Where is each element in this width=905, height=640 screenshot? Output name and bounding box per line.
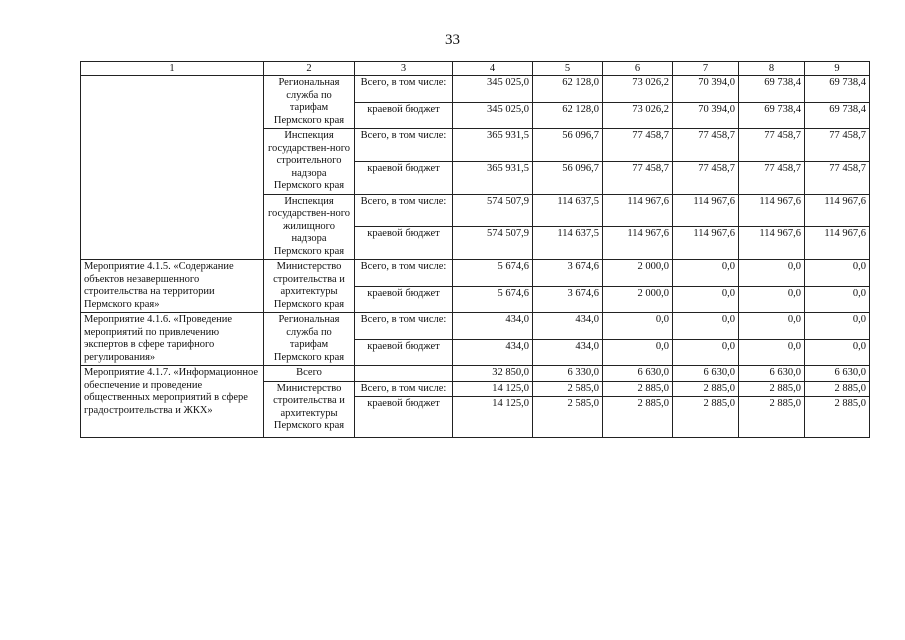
value-cell: 14 125,0	[453, 397, 533, 438]
value-cell: 2 885,0	[805, 381, 870, 397]
value-cell: 73 026,2	[603, 102, 673, 129]
column-header: 4	[453, 62, 533, 76]
value-cell: 77 458,7	[603, 129, 673, 162]
value-cell: 2 885,0	[603, 381, 673, 397]
value-cell: 70 394,0	[673, 102, 739, 129]
value-cell: 0,0	[805, 339, 870, 366]
header-row	[81, 62, 870, 76]
value-cell: 5 674,6	[453, 260, 533, 287]
value-cell: 2 885,0	[805, 397, 870, 438]
value-cell: 69 738,4	[805, 76, 870, 103]
value-cell: 574 507,9	[453, 194, 533, 227]
value-cell: 6 630,0	[805, 366, 870, 382]
value-cell: 114 967,6	[739, 194, 805, 227]
executor-cell: Министерство строительства и архитектуры Пермского края	[264, 381, 355, 438]
value-cell: 0,0	[673, 313, 739, 340]
value-cell: 5 674,6	[453, 286, 533, 313]
column-header: 2	[264, 62, 355, 76]
event-cell: Мероприятие 4.1.6. «Проведение мероприятий по привлечению экспертов в сфере тарифного регулирования»	[81, 313, 264, 366]
value-cell: 6 630,0	[673, 366, 739, 382]
value-cell: 114 967,6	[673, 227, 739, 260]
funding-type-cell: Всего, в том числе:	[355, 76, 453, 103]
event-cell: Мероприятие 4.1.5. «Содержание объектов незавершенного строительства на территории Пермского края»	[81, 260, 264, 313]
value-cell: 77 458,7	[805, 129, 870, 162]
column-header: 1	[81, 62, 264, 76]
value-cell: 2 885,0	[739, 381, 805, 397]
value-cell: 365 931,5	[453, 129, 533, 162]
value-cell: 434,0	[533, 313, 603, 340]
value-cell: 77 458,7	[673, 161, 739, 194]
funding-type-cell: Всего, в том числе:	[355, 381, 453, 397]
value-cell: 0,0	[673, 260, 739, 287]
value-cell: 365 931,5	[453, 161, 533, 194]
value-cell: 77 458,7	[739, 161, 805, 194]
value-cell: 0,0	[739, 339, 805, 366]
value-cell: 574 507,9	[453, 227, 533, 260]
value-cell: 0,0	[673, 339, 739, 366]
value-cell: 114 967,6	[739, 227, 805, 260]
executor-cell: Региональная служба по тарифам Пермского края	[264, 76, 355, 129]
value-cell: 114 967,6	[805, 194, 870, 227]
event-cell: Мероприятие 4.1.7. «Информационное обеспечение и проведение общественных мероприятий в сфере градостроительства и ЖКХ»	[81, 366, 264, 438]
value-cell: 62 128,0	[533, 76, 603, 103]
funding-type-cell: краевой бюджет	[355, 339, 453, 366]
funding-type-cell: краевой бюджет	[355, 397, 453, 438]
funding-type-cell	[355, 366, 453, 382]
executor-cell: Инспекция государствен-ного жилищного надзора Пермского края	[264, 194, 355, 260]
column-header: 6	[603, 62, 673, 76]
value-cell: 69 738,4	[739, 102, 805, 129]
value-cell: 2 585,0	[533, 397, 603, 438]
value-cell: 0,0	[739, 286, 805, 313]
value-cell: 14 125,0	[453, 381, 533, 397]
value-cell: 62 128,0	[533, 102, 603, 129]
value-cell: 434,0	[453, 313, 533, 340]
table-row	[81, 76, 870, 103]
value-cell: 2 885,0	[673, 397, 739, 438]
funding-type-cell: Всего, в том числе:	[355, 260, 453, 287]
value-cell: 3 674,6	[533, 286, 603, 313]
value-cell: 2 885,0	[673, 381, 739, 397]
value-cell: 2 585,0	[533, 381, 603, 397]
value-cell: 2 885,0	[739, 397, 805, 438]
value-cell: 6 630,0	[739, 366, 805, 382]
value-cell: 434,0	[533, 339, 603, 366]
page-number: 33	[445, 32, 460, 48]
value-cell: 77 458,7	[603, 161, 673, 194]
value-cell: 2 000,0	[603, 286, 673, 313]
column-header: 9	[805, 62, 870, 76]
value-cell: 69 738,4	[805, 102, 870, 129]
value-cell: 6 630,0	[603, 366, 673, 382]
value-cell: 0,0	[739, 313, 805, 340]
column-header: 7	[673, 62, 739, 76]
funding-type-cell: краевой бюджет	[355, 161, 453, 194]
executor-cell: Министерство строительства и архитектуры Пермского края	[264, 260, 355, 313]
column-header: 8	[739, 62, 805, 76]
executor-cell: Региональная служба по тарифам Пермского края	[264, 313, 355, 366]
funding-type-cell: краевой бюджет	[355, 227, 453, 260]
event-cell	[81, 76, 264, 260]
value-cell: 3 674,6	[533, 260, 603, 287]
funding-type-cell: Всего, в том числе:	[355, 194, 453, 227]
value-cell: 114 967,6	[603, 194, 673, 227]
value-cell: 32 850,0	[453, 366, 533, 382]
value-cell: 56 096,7	[533, 161, 603, 194]
value-cell: 56 096,7	[533, 129, 603, 162]
value-cell: 2 000,0	[603, 260, 673, 287]
value-cell: 114 967,6	[673, 194, 739, 227]
value-cell: 345 025,0	[453, 76, 533, 103]
value-cell: 77 458,7	[805, 161, 870, 194]
value-cell: 0,0	[603, 313, 673, 340]
value-cell: 0,0	[739, 260, 805, 287]
table-row	[81, 313, 870, 340]
funding-type-cell: Всего, в том числе:	[355, 129, 453, 162]
table-row	[81, 366, 870, 382]
value-cell: 69 738,4	[739, 76, 805, 103]
value-cell: 114 637,5	[533, 227, 603, 260]
budget-table	[80, 61, 870, 438]
value-cell: 114 967,6	[603, 227, 673, 260]
value-cell: 434,0	[453, 339, 533, 366]
value-cell: 77 458,7	[739, 129, 805, 162]
value-cell: 0,0	[673, 286, 739, 313]
value-cell: 0,0	[805, 260, 870, 287]
funding-type-cell: краевой бюджет	[355, 102, 453, 129]
value-cell: 0,0	[805, 286, 870, 313]
value-cell: 70 394,0	[673, 76, 739, 103]
value-cell: 114 637,5	[533, 194, 603, 227]
value-cell: 114 967,6	[805, 227, 870, 260]
column-header: 5	[533, 62, 603, 76]
value-cell: 2 885,0	[603, 397, 673, 438]
value-cell: 345 025,0	[453, 102, 533, 129]
executor-cell: Инспекция государствен-ного строительного надзора Пермского края	[264, 129, 355, 195]
value-cell: 0,0	[805, 313, 870, 340]
executor-cell: Всего	[264, 366, 355, 382]
value-cell: 0,0	[603, 339, 673, 366]
column-header: 3	[355, 62, 453, 76]
value-cell: 73 026,2	[603, 76, 673, 103]
value-cell: 6 330,0	[533, 366, 603, 382]
table-row	[81, 260, 870, 287]
funding-type-cell: Всего, в том числе:	[355, 313, 453, 340]
funding-type-cell: краевой бюджет	[355, 286, 453, 313]
value-cell: 77 458,7	[673, 129, 739, 162]
